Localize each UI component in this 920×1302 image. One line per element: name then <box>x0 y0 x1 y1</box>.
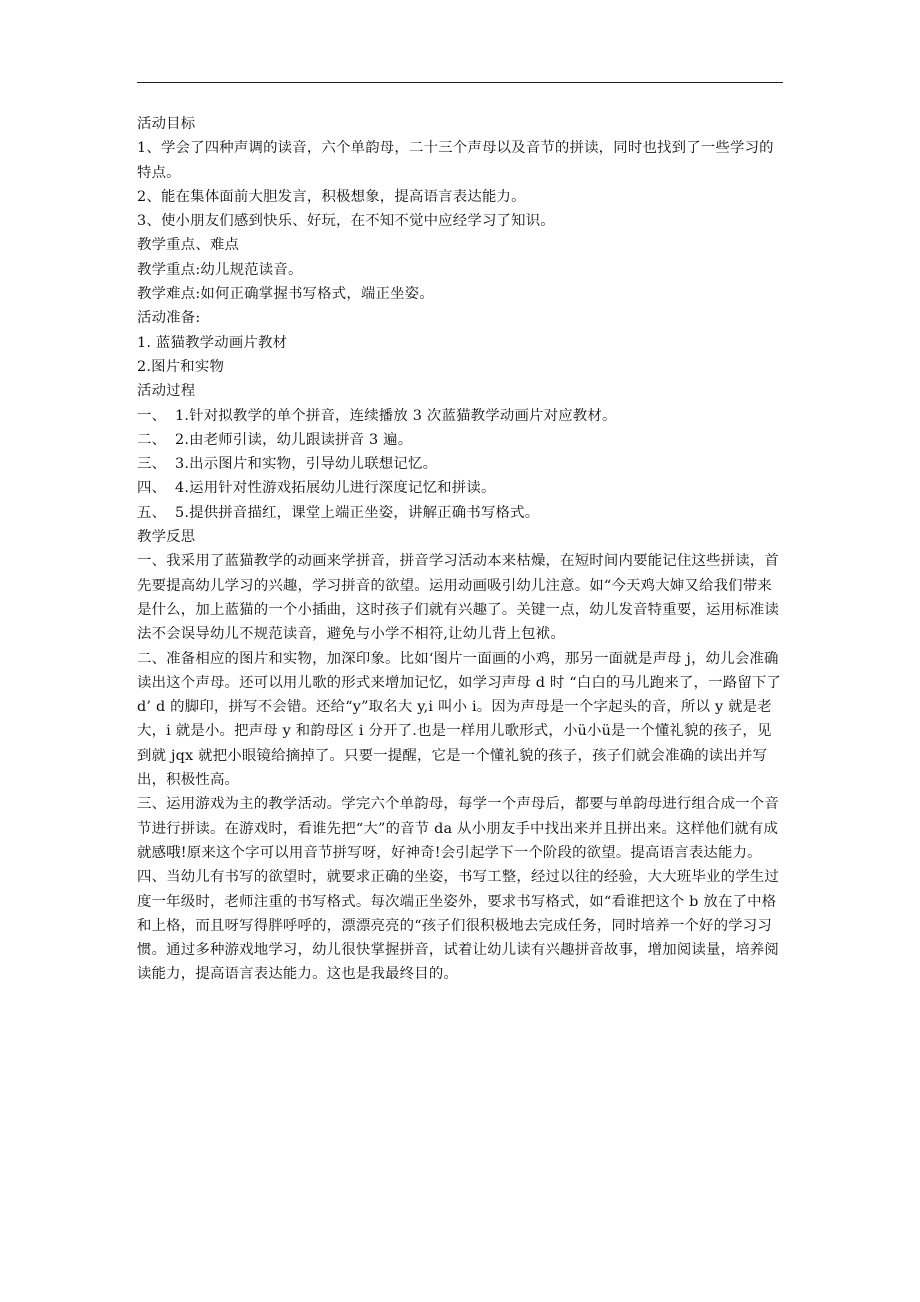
process-step <box>137 404 785 428</box>
process-step-text: 4.运用针对性游戏拓展幼儿进行深度记忆和拼读。 <box>175 480 496 497</box>
process-step-number: 一、 <box>137 407 167 424</box>
preparation-item-2: 2.图片和实物 <box>137 358 225 375</box>
process-step-text: 2.由老师引读，幼儿跟读拼音 3 遍。 <box>175 431 413 448</box>
objective-item-1: 1、学会了四种声调的读音，六个单韵母，二十三个声母以及音节的拼读，同时也找到了一些学习的特点。 <box>137 140 774 181</box>
objective-item-2: 2、能在集体面前大胆发言，积极想象，提高语言表达能力。 <box>137 188 526 205</box>
process-step-number: 五、 <box>137 504 167 521</box>
section-heading-objectives: 活动目标 <box>137 116 196 132</box>
section-heading-preparation: 活动准备: <box>137 310 201 327</box>
process-step <box>137 428 785 452</box>
process-step-text: 1.针对拟教学的单个拼音，连续播放 3 次蓝猫教学动画片对应教材。 <box>175 407 617 424</box>
process-step-number: 四、 <box>137 480 167 497</box>
preparation-item-1: 1. 蓝猫教学动画片教材 <box>137 334 288 351</box>
section-heading-process: 活动过程 <box>137 383 196 400</box>
process-step <box>137 452 785 476</box>
document-body <box>137 112 785 987</box>
process-step-number: 二、 <box>137 431 167 448</box>
reflection-paragraph-1: 一、我采用了蓝猫教学的动画来学拼音，拼音学习活动本来枯燥，在短时间内要能记住这些拼读，首先要提高幼儿学习的兴趣，学习拼音的欲望。运用动画吸引幼儿注意。如“今天鸡大婶又给我们带来是什么，加上蓝猫的一个小插曲，这时孩子们就有兴趣了。关键一点，幼儿发音特重要，运用标准读法不会误导幼儿不规范读音，避免与小学不相符,让幼儿背上包袱。 <box>137 553 779 643</box>
reflection-paragraph-2: 二、准备相应的图片和实物，加深印象。比如‘图片一面画的小鸡，那另一面就是声母 j，幼儿会准确读出这个声母。还可以用儿歌的形式来增加记忆，如学习声母 d 时 “白白的马儿跑来了，一路留下了 d’ d 的脚印，拼写不会错。还给“y”取名大 y,i 叫小 i。因为声母是一个字起头的音，所以 y 就是老大，i 就是小。把声母 y 和韵母区 i 分开了.也是一样用儿歌形式，小ü小ü是一个懂礼貌的孩子，见到就 jqx 就把小眼镜给摘掉了。只要一提醒，它是一个懂礼貌的孩子，孩子们就会准确的读出并写出，积极性高。 <box>137 650 782 789</box>
process-step-text: 5.提供拼音描红，课堂上端正坐姿，讲解正确书写格式。 <box>175 504 540 521</box>
section-heading-reflection: 教学反思 <box>137 529 196 546</box>
process-step <box>137 501 785 525</box>
key-point-difficulty: 教学难点:如何正确掌握书写格式，端正坐姿。 <box>137 286 434 303</box>
reflection-paragraph-4: 四、当幼儿有书写的欲望时，就要求正确的坐姿，书写工整，经过以往的经验，大大班毕业的学生过度一年级时，老师注重的书写格式。每次端正坐姿外，要求书写格式，如“看谁把这个 b 放在了中格和上格，而且呀写得胖呼呼的，漂漂亮亮的“孩子们很积极地去完成任务，同时培养一个好的学习习惯。通过多种游戏地学习，幼儿很快掌握拼音，试着让幼儿读有兴趣拼音故事，增加阅读量，培养阅读能力，提高语言表达能力。这也是我最终目的。 <box>137 869 779 983</box>
reflection-paragraph-3: 三、运用游戏为主的教学活动。学完六个单韵母，每学一个声母后，都要与单韵母进行组合成一个音节进行拼读。在游戏时，看谁先把“大”的音节 da 从小朋友手中找出来并且拼出来。这样他们就有成就感哦!原来这个字可以用音节拼写呀，好神奇!会引起学下一个阶段的欲望。提高语言表达能力。 <box>137 796 779 861</box>
section-heading-key-points: 教学重点、难点 <box>137 237 240 254</box>
process-step-number: 三、 <box>137 456 167 473</box>
process-step-text: 3.出示图片和实物，引导幼儿联想记忆。 <box>175 456 438 473</box>
process-step <box>137 476 785 500</box>
key-point-focus: 教学重点:幼儿规范读音。 <box>137 261 303 278</box>
header-rule <box>137 82 783 83</box>
objective-item-3: 3、使小朋友们感到快乐、好玩，在不知不觉中应经学习了知识。 <box>137 213 555 230</box>
